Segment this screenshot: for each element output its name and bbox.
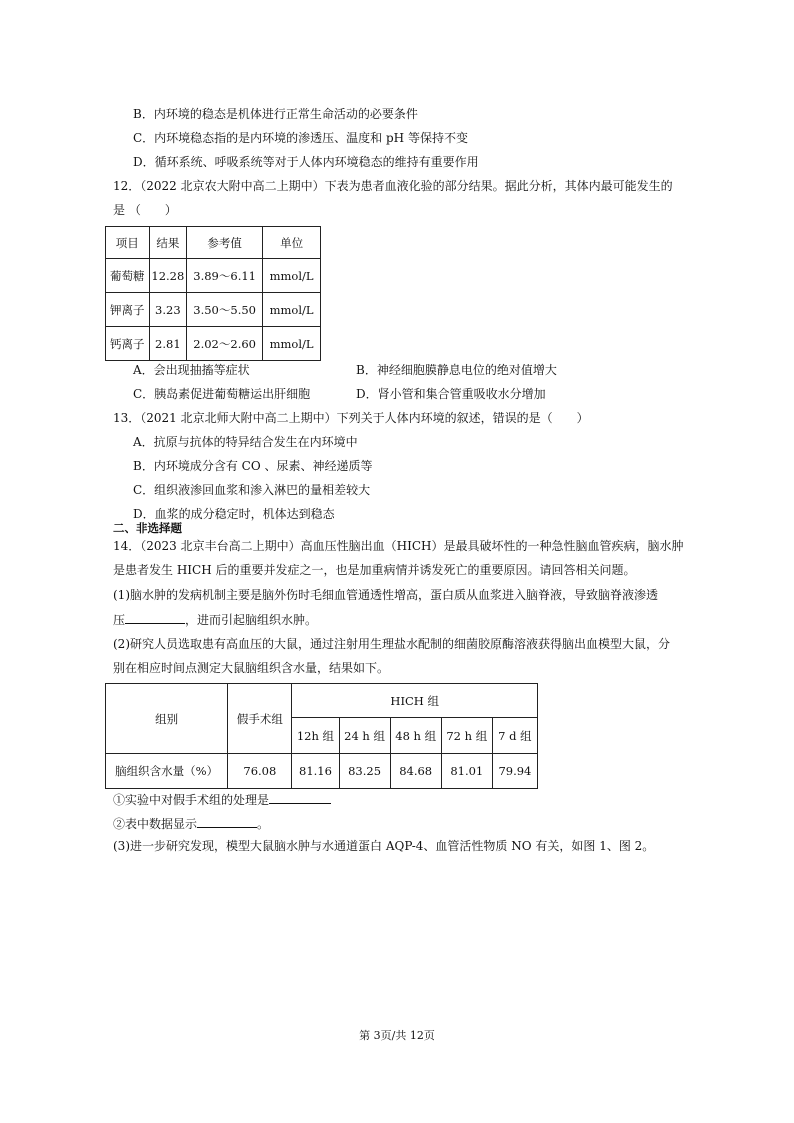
q14-header-time: 24 h 组 bbox=[339, 718, 390, 754]
table-cell: 76.08 bbox=[228, 754, 292, 789]
q11-option-d: D．循环系统、呼吸系统等对于人体内环境稳态的维持有重要作用 bbox=[133, 155, 479, 169]
q12-header-item: 项目 bbox=[106, 227, 150, 259]
q14-part2-line1: (2)研究人员选取患有高血压的大鼠，通过注射用生理盐水配制的细菌胶原酶溶液获得脑出血模型大鼠，分 bbox=[113, 637, 671, 651]
table-cell: 3.50～5.50 bbox=[187, 293, 263, 327]
q11-option-b: B．内环境的稳态是机体进行正常生命活动的必要条件 bbox=[133, 107, 418, 121]
table-cell: 2.02～2.60 bbox=[187, 327, 263, 361]
table-cell: 81.16 bbox=[292, 754, 339, 789]
table-cell: 3.89～6.11 bbox=[187, 259, 263, 293]
q14-part1-text-pre: 压 bbox=[113, 613, 126, 627]
table-cell: mmol/L bbox=[263, 327, 321, 361]
section-heading: 二、非选择题 bbox=[113, 521, 182, 535]
q12-header-result: 结果 bbox=[149, 227, 187, 259]
q14-part1-text-post: ，进而引起脑组织水肿。 bbox=[185, 613, 318, 627]
q14-header-time: 72 h 组 bbox=[441, 718, 492, 754]
q14-table bbox=[105, 683, 538, 789]
table-cell: 3.23 bbox=[149, 293, 187, 327]
q14-header-time: 48 h 组 bbox=[390, 718, 441, 754]
page-footer: 第 3页/共 12页 bbox=[359, 1029, 435, 1042]
table-cell: 钙离子 bbox=[106, 327, 150, 361]
q12-option-d: D．肾小管和集合管重吸收水分增加 bbox=[356, 387, 546, 401]
table-cell: 葡萄糖 bbox=[106, 259, 150, 293]
q14-sub2-end: 。 bbox=[257, 817, 270, 831]
q13-option-c: C．组织液渗回血浆和渗入淋巴的量相差较大 bbox=[133, 483, 371, 497]
q12-option-c: C．胰岛素促进葡萄糖运出肝细胞 bbox=[133, 387, 311, 401]
q12-option-b: B．神经细胞膜静息电位的绝对值增大 bbox=[356, 363, 557, 377]
q12-header-reference: 参考值 bbox=[187, 227, 263, 259]
q14-header-time: 12h 组 bbox=[292, 718, 339, 754]
q11-option-c: C．内环境稳态指的是内环境的渗透压、温度和 pH 等保持不变 bbox=[133, 131, 468, 145]
q14-header-time: 7 d 组 bbox=[492, 718, 537, 754]
q14-header-group: 组别 bbox=[106, 684, 228, 754]
q14-sub2-text: ②表中数据显示 bbox=[113, 817, 198, 831]
q13-stem: 13．（2021 北京北师大附中高二上期中）下列关于人体内环境的叙述，错误的是（ ） bbox=[113, 411, 589, 425]
q14-header-sham: 假手术组 bbox=[228, 684, 292, 754]
q13-option-a: A．抗原与抗体的特异结合发生在内环境中 bbox=[133, 435, 358, 449]
q12-table bbox=[105, 226, 321, 361]
q14-header-hich: HICH 组 bbox=[292, 684, 538, 718]
q12-stem-line2: 是 （ ） bbox=[113, 203, 177, 217]
q14-stem-line2: 是患者发生 HICH 后的重要并发症之一，也是加重病情并诱发死亡的重要原因。请回答相关问题。 bbox=[113, 563, 636, 577]
q14-part2-line2: 别在相应时间点测定大鼠脑组织含水量，结果如下。 bbox=[113, 661, 390, 675]
table-row bbox=[106, 327, 321, 361]
q14-stem-line1: 14．（2023 北京丰台高二上期中）高血压性脑出血（HICH）是最具破坏性的一种急性脑血管疾病，脑水肿 bbox=[113, 539, 684, 553]
q14-sub1 bbox=[113, 791, 331, 808]
table-cell: mmol/L bbox=[263, 259, 321, 293]
q14-part1-line1: (1)脑水肿的发病机制主要是脑外伤时毛细血管通透性增高，蛋白质从血浆进入脑脊液，导致脑脊液渗透 bbox=[113, 588, 659, 602]
q12-header-unit: 单位 bbox=[263, 227, 321, 259]
q14-part3: (3)进一步研究发现，模型大鼠脑水肿与水通道蛋白 AQP-4、血管活性物质 NO 有关，如图 1、图 2。 bbox=[113, 839, 655, 853]
table-cell: 83.25 bbox=[339, 754, 390, 789]
answer-blank[interactable] bbox=[269, 791, 331, 804]
table-row bbox=[106, 293, 321, 327]
table-row bbox=[106, 754, 538, 789]
table-cell: 79.94 bbox=[492, 754, 537, 789]
q14-part1-line2 bbox=[113, 611, 317, 628]
table-cell: 2.81 bbox=[149, 327, 187, 361]
q13-option-b: B．内环境成分含有 CO 、尿素、神经递质等 bbox=[133, 459, 373, 473]
table-row bbox=[106, 259, 321, 293]
q14-row-label: 脑组织含水量（%） bbox=[106, 754, 228, 789]
table-cell: 81.01 bbox=[441, 754, 492, 789]
answer-blank[interactable] bbox=[125, 611, 185, 624]
table-cell: 钾离子 bbox=[106, 293, 150, 327]
q12-option-a: A．会出现抽搐等症状 bbox=[133, 363, 250, 377]
table-cell: mmol/L bbox=[263, 293, 321, 327]
q13-option-d: D．血浆的成分稳定时，机体达到稳态 bbox=[133, 507, 335, 521]
q12-stem-line1: 12．（2022 北京农大附中高二上期中）下表为患者血液化验的部分结果。据此分析，其体内最可能发生的 bbox=[113, 179, 673, 193]
table-cell: 12.28 bbox=[149, 259, 187, 293]
q14-sub2 bbox=[113, 815, 269, 832]
q14-sub1-text: ①实验中对假手术组的处理是 bbox=[113, 793, 270, 807]
answer-blank[interactable] bbox=[197, 815, 257, 828]
table-cell: 84.68 bbox=[390, 754, 441, 789]
